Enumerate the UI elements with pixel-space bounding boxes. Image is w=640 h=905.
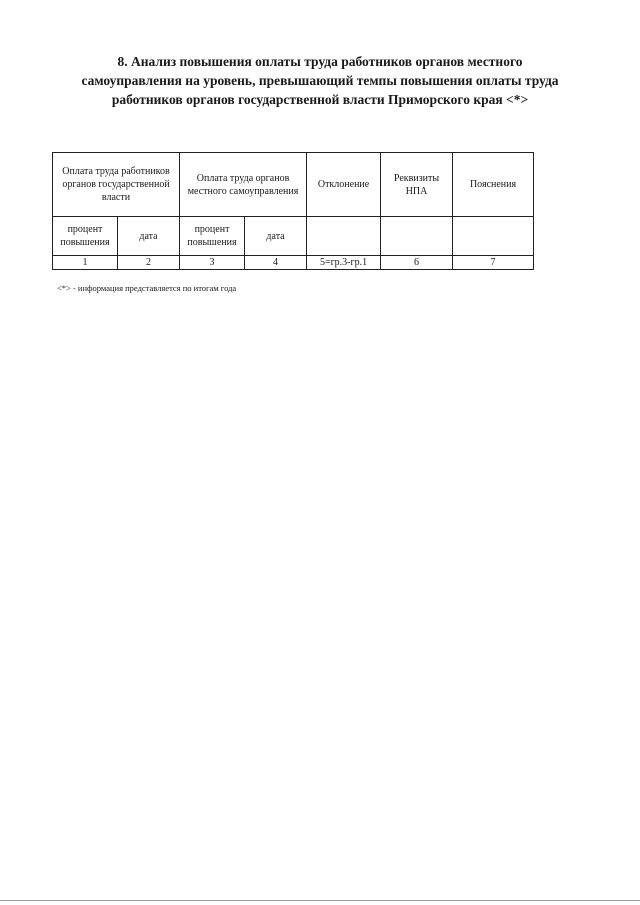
header-notes: Пояснения bbox=[453, 153, 534, 217]
salary-increase-table bbox=[52, 152, 534, 270]
title-line-2: самоуправления на уровень, превышающий темпы повышения оплаты труда bbox=[81, 73, 559, 88]
column-number: 2 bbox=[118, 256, 180, 270]
subheader-gov-percent: процент повышения bbox=[53, 217, 118, 256]
header-npa-details: Реквизиты НПА bbox=[381, 153, 453, 217]
table-subheader-row bbox=[53, 217, 534, 256]
column-number: 7 bbox=[453, 256, 534, 270]
column-number: 1 bbox=[53, 256, 118, 270]
subheader-gov-date: дата bbox=[118, 217, 180, 256]
column-number: 4 bbox=[245, 256, 307, 270]
table-header-row bbox=[53, 153, 534, 217]
subheader-empty-npa bbox=[381, 217, 453, 256]
title-line-1: 8. Анализ повышения оплаты труда работников органов местного bbox=[117, 54, 523, 69]
header-deviation: Отклонение bbox=[307, 153, 381, 217]
section-title bbox=[40, 52, 600, 109]
table-column-numbers-row bbox=[53, 256, 534, 270]
title-line-3: работников органов государственной власти Приморского края <*> bbox=[111, 92, 529, 107]
subheader-empty-notes bbox=[453, 217, 534, 256]
header-gov-salary: Оплата труда работников органов государственной власти bbox=[53, 153, 180, 217]
column-number: 5=гр.3-гр.1 bbox=[307, 256, 381, 270]
footnote: <*> - информация представляется по итогам года bbox=[57, 283, 237, 293]
subheader-empty-deviation bbox=[307, 217, 381, 256]
page-bottom-border bbox=[0, 900, 640, 901]
subheader-local-date: дата bbox=[245, 217, 307, 256]
subheader-local-percent: процент повышения bbox=[180, 217, 245, 256]
column-number: 6 bbox=[381, 256, 453, 270]
column-number: 3 bbox=[180, 256, 245, 270]
header-local-salary: Оплата труда органов местного самоуправления bbox=[180, 153, 307, 217]
